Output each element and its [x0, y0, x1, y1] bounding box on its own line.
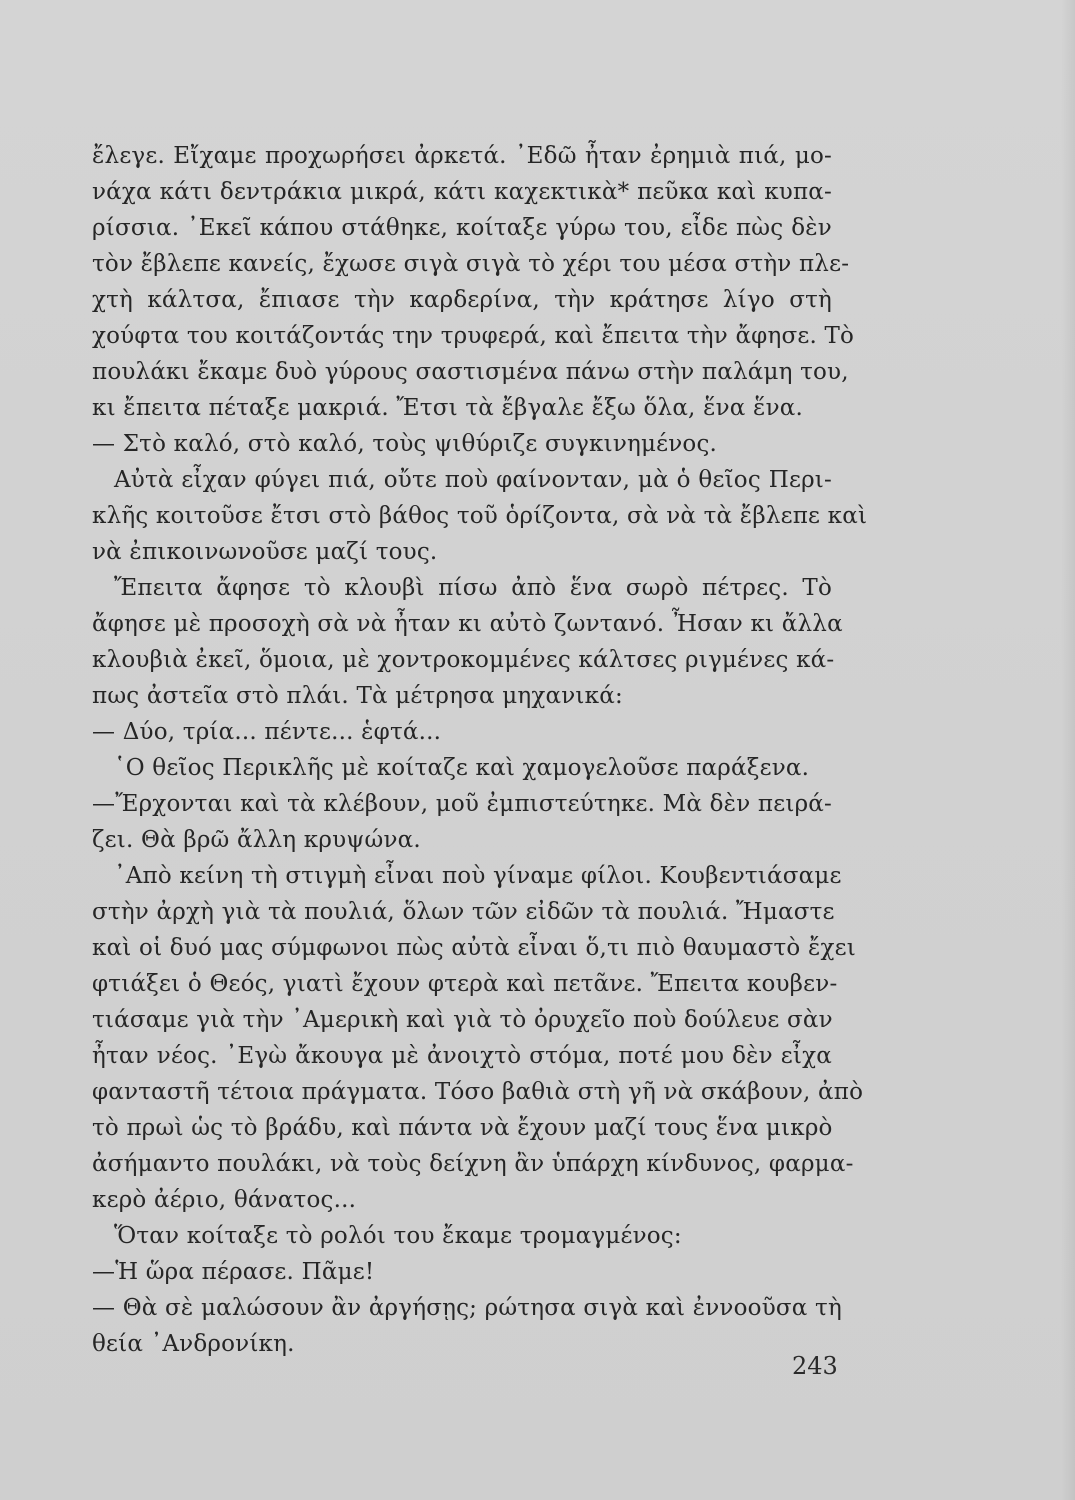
text-line: — Δύο, τρία... πέντε... ἑφτά... — [92, 719, 442, 745]
text-line: στὴν ἀρχὴ γιὰ τὰ πουλιά, ὅλων τῶν εἰδῶν τὰ πουλιά. Ἤμαστε — [92, 899, 835, 925]
text-line: Ἔπειτα ἄφησε τὸ κλουβὶ πίσω ἀπὸ ἕνα σωρὸ πέτρες. Τὸ — [114, 575, 832, 601]
text-line: νάχα κάτι δεντράκια μικρά, κάτι καχεκτικὰ* πεῦκα καὶ κυπα- — [92, 179, 832, 205]
text-line: Αὐτὰ εἶχαν φύγει πιά, οὔτε ποὺ φαίνονταν, μὰ ὁ θεῖος Περι- — [114, 467, 832, 493]
text-line: ἦταν νέος. ᾿Εγὼ ἄκουγα μὲ ἀνοιχτὸ στόμα, ποτέ μου δὲν εἶχα — [92, 1043, 832, 1069]
text-line: κι ἔπειτα πέταξε μακριά. Ἔτσι τὰ ἔβγαλε ἔξω ὅλα, ἕνα ἕνα. — [92, 395, 804, 421]
text-line: χτὴ κάλτσα, ἔπιασε τὴν καρδερίνα, τὴν κράτησε λίγο στὴ — [92, 287, 832, 313]
text-line: ρίσσια. ᾿Εκεῖ κάπου στάθηκε, κοίταξε γύρω του, εἶδε πὼς δὲν — [92, 215, 832, 241]
text-line: χούφτα του κοιτάζοντάς την τρυφερά, καὶ ἔπειτα τὴν ἄφησε. Τὸ — [92, 323, 855, 349]
text-line: τὸν ἔβλεπε κανείς, ἔχωσε σιγὰ σιγὰ τὸ χέρι του μέσα στὴν πλε- — [92, 251, 850, 277]
body-text — [92, 138, 868, 1362]
text-line: τὸ πρωὶ ὡς τὸ βράδυ, καὶ πάντα νὰ ἔχουν μαζί τους ἕνα μικρὸ — [92, 1115, 833, 1141]
text-line: πως ἀστεῖα στὸ πλάι. Τὰ μέτρησα μηχανικά: — [92, 683, 623, 709]
text-line: πουλάκι ἔκαμε δυὸ γύρους σαστισμένα πάνω στὴν παλάμη του, — [92, 359, 849, 385]
text-line: ῾Ο θεῖος Περικλῆς μὲ κοίταζε καὶ χαμογελοῦσε παράξενα. — [114, 755, 810, 781]
text-line: κλῆς κοιτοῦσε ἔτσι στὸ βάθος τοῦ ὁρίζοντα, σὰ νὰ τὰ ἔβλεπε καὶ — [92, 503, 868, 529]
text-line: ἄφησε μὲ προσοχὴ σὰ νὰ ἦταν κι αὐτὸ ζωντανό. Ἦσαν κι ἄλλα — [92, 611, 843, 637]
text-line: φανταστῆ τέτοια πράγματα. Τόσο βαθιὰ στὴ γῆ νὰ σκάβουν, ἀπὸ — [92, 1079, 864, 1105]
text-line: ἀσήμαντο πουλάκι, νὰ τοὺς δείχνη ἂν ὑπάρχη κίνδυνος, φαρμα- — [92, 1151, 854, 1177]
text-line: κερὸ ἀέριο, θάνατος... — [92, 1187, 357, 1213]
text-line: θεία ᾿Ανδρονίκη. — [92, 1331, 295, 1357]
text-line: — Στὸ καλό, στὸ καλό, τοὺς ψιθύριζε συγκινημένος. — [92, 431, 718, 457]
text-line: ἔλεγε. Εἴχαμε προχωρήσει ἀρκετά. ᾿Εδῶ ἦταν ἐρημιὰ πιά, μο- — [92, 143, 832, 169]
text-line: ᾿Απὸ κείνη τὴ στιγμὴ εἶναι ποὺ γίναμε φίλοι. Κουβεντιάσαμε — [114, 863, 842, 889]
text-line: — Θὰ σὲ μαλώσουν ἂν ἀργήσῃς; ρώτησα σιγὰ καὶ ἐννοοῦσα τὴ — [92, 1295, 842, 1321]
text-line: —Ἡ ὥρα πέρασε. Πᾶμε! — [92, 1259, 375, 1285]
text-line: —Ἔρχονται καὶ τὰ κλέβουν, μοῦ ἐμπιστεύτηκε. Μὰ δὲν πειρά- — [92, 791, 832, 817]
text-line: νὰ ἐπικοινωνοῦσε μαζί τους. — [92, 539, 438, 565]
page-edge-shadow — [1061, 0, 1075, 1500]
text-line: τιάσαμε γιὰ τὴν ᾿Αμερικὴ καὶ γιὰ τὸ ὀρυχεῖο ποὺ δούλευε σὰν — [92, 1007, 833, 1033]
page-number: 243 — [792, 1352, 838, 1380]
text-line: Ὅταν κοίταξε τὸ ρολόι του ἔκαμε τρομαγμένος: — [114, 1223, 682, 1249]
text-line: κλουβιὰ ἐκεῖ, ὅμοια, μὲ χοντροκομμένες κάλτσες ριγμένες κά- — [92, 647, 835, 673]
text-line: φτιάξει ὁ Θεός, γιατὶ ἔχουν φτερὰ καὶ πετᾶνε. Ἔπειτα κουβεν- — [92, 971, 838, 997]
text-line: καὶ οἱ δυό μας σύμφωνοι πὼς αὐτὰ εἶναι ὅ,τι πιὸ θαυμαστὸ ἔχει — [92, 935, 856, 961]
text-line: ζει. Θὰ βρῶ ἄλλη κρυψώνα. — [92, 827, 421, 853]
